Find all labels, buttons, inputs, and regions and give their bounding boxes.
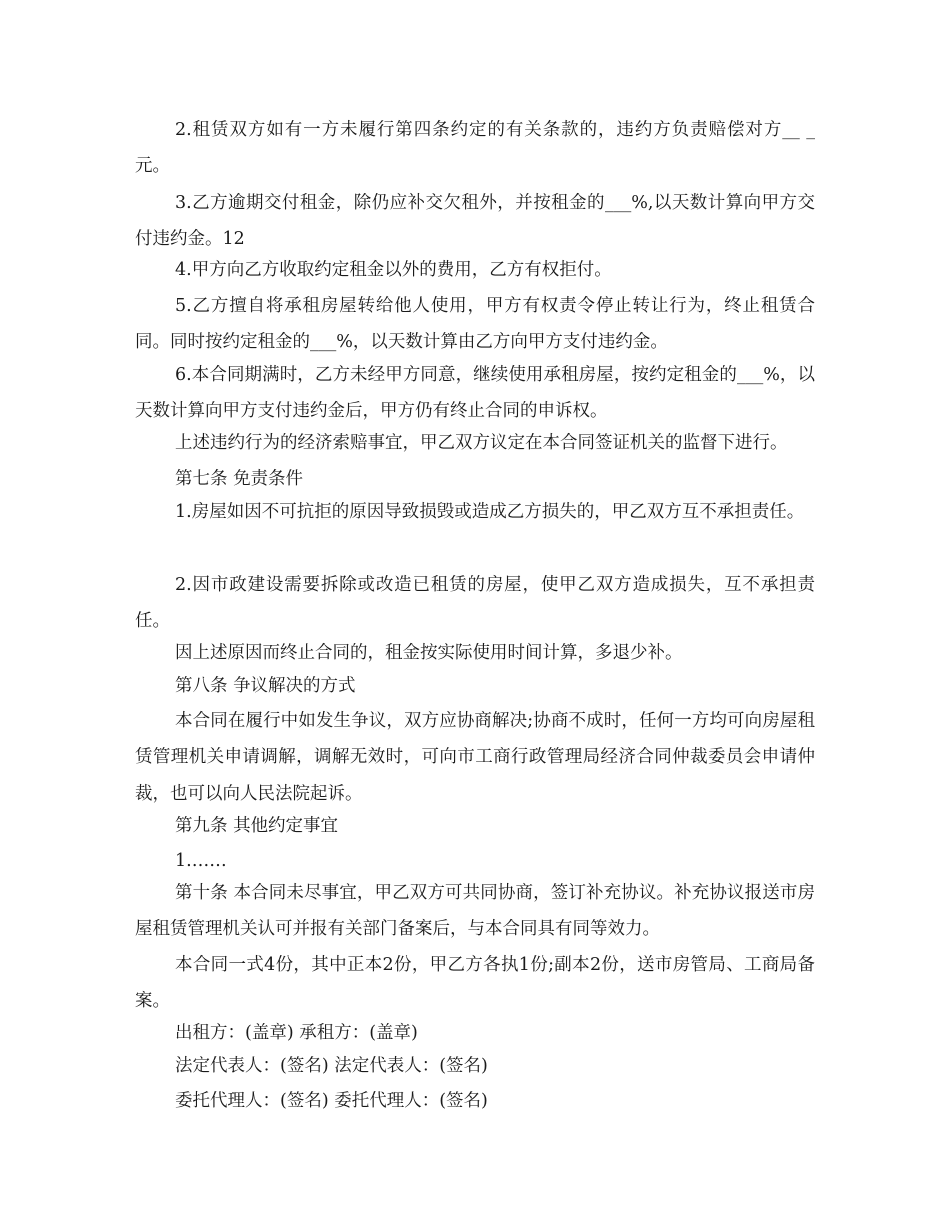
- signature-line: 出租方：(盖章) 承租方：(盖章): [175, 1023, 418, 1043]
- clause-paragraph: 1.……: [175, 851, 227, 871]
- section-heading: 第九条 其他约定事宜: [175, 816, 339, 836]
- clause-paragraph: 3.乙方逾期交付租金，除仍应补交欠租外，并按租金的___%,以天数计算向甲方交付违约金。12: [135, 193, 815, 250]
- clause-paragraph: 2.租赁双方如有一方未履行第四条约定的有关条款的，违约方负责赔偿对方__ _元。: [135, 120, 815, 177]
- clause-paragraph: 本合同一式4份，其中正本2份，甲乙方各执1份;副本2份，送市房管局、工商局备案。: [135, 955, 815, 1012]
- clause-paragraph: 6.本合同期满时，乙方未经甲方同意，继续使用承租房屋，按约定租金的___%，以天数计算向甲方支付违约金后，甲方仍有终止合同的申诉权。: [135, 365, 815, 422]
- clause-paragraph: 第十条 本合同未尽事宜，甲乙双方可共同协商，签订补充协议。补充协议报送市房屋租赁管理机关认可并报有关部门备案后，与本合同具有同等效力。: [135, 883, 815, 940]
- clause-paragraph: 5.乙方擅自将承租房屋转给他人使用，甲方有权责令停止转让行为，终止租赁合同。同时按约定租金的___%，以天数计算由乙方向甲方支付违约金。: [135, 296, 815, 353]
- clause-paragraph: 1.房屋如因不可抗拒的原因导致损毁或造成乙方损失的，甲乙双方互不承担责任。: [175, 502, 805, 522]
- clause-paragraph: 2.因市政建设需要拆除或改造已租赁的房屋，使甲乙双方造成损失，互不承担责任。: [135, 575, 815, 632]
- signature-line: 委托代理人：(签名) 委托代理人：(签名): [175, 1091, 488, 1111]
- section-heading: 第七条 免责条件: [175, 469, 304, 489]
- clause-paragraph: 因上述原因而终止合同的，租金按实际使用时间计算，多退少补。: [175, 643, 683, 663]
- signature-line: 法定代表人：(签名) 法定代表人：(签名): [175, 1056, 488, 1076]
- clause-paragraph: 本合同在履行中如发生争议，双方应协商解决;协商不成时，任何一方均可向房屋租赁管理机关申请调解，调解无效时，可向市工商行政管理局经济合同仲裁委员会申请仲裁，也可以向人民法院起诉。: [135, 711, 815, 804]
- section-heading: 第八条 争议解决的方式: [175, 676, 356, 696]
- clause-paragraph: 4.甲方向乙方收取约定租金以外的费用，乙方有权拒付。: [175, 260, 612, 280]
- clause-paragraph: 上述违约行为的经济索赔事宜，甲乙双方议定在本合同签证机关的监督下进行。: [175, 433, 788, 453]
